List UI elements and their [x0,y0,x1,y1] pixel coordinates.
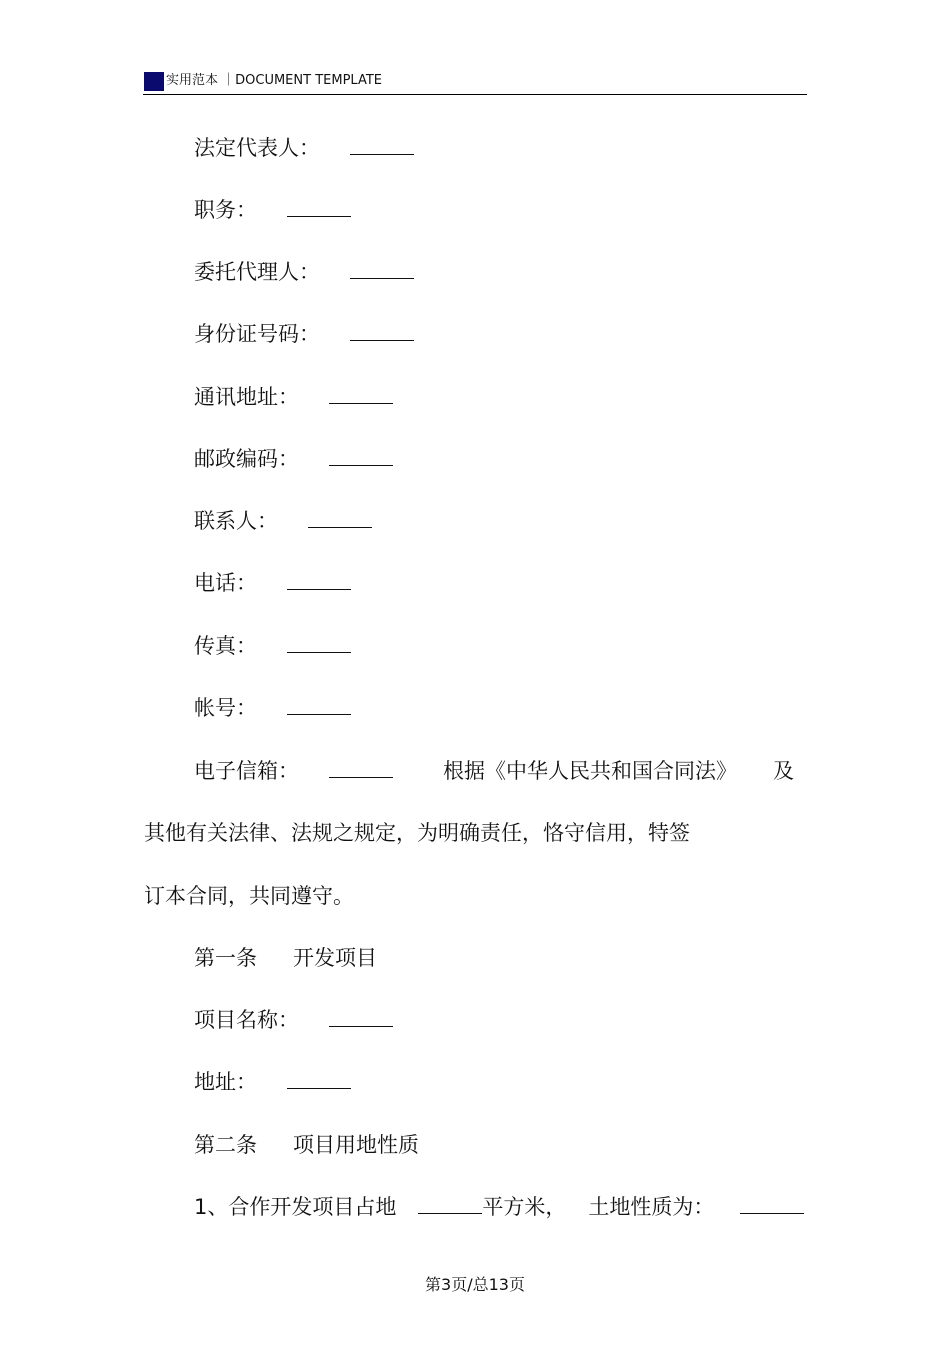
logo-square-icon [144,72,164,91]
paragraph-text: 根据《中华人民共和国合同法》 [443,759,737,783]
blank-line [287,694,351,715]
field-address [194,383,393,411]
article-number: 第二条 [194,1133,257,1157]
blank-line [329,757,393,778]
field-label: 传真： [194,634,257,658]
blank-line [287,632,351,653]
blank-line [308,507,372,528]
blank-line [329,445,393,466]
blank-line [350,258,414,279]
blank-line [287,1068,351,1089]
blank-line [740,1193,804,1214]
article-heading [194,944,377,972]
blank-line [287,569,351,590]
header-title: 实用范本 ｜DOCUMENT TEMPLATE [166,73,382,88]
blank-line [287,196,351,217]
field-agent [194,258,414,286]
field-label: 联系人： [194,509,278,533]
clause-text: 1、合作开发项目占地 [194,1195,397,1219]
paragraph-line: 订本合同，共同遵守。 [144,884,354,908]
blank-line [350,134,414,155]
field-legal-rep [194,134,414,162]
field-label: 项目名称： [194,1008,299,1032]
clause-text: 平方米， [482,1195,567,1219]
article-number: 第一条 [194,946,257,970]
field-label: 邮政编码： [194,447,299,471]
clause-text: 土地性质为： [588,1195,715,1219]
field-label: 职务： [194,198,257,222]
field-label: 电子信箱： [194,759,299,783]
article-title: 开发项目 [293,946,377,970]
article-title: 项目用地性质 [293,1133,419,1157]
blank-line [329,1006,393,1027]
field-postcode [194,445,393,473]
field-label: 帐号： [194,696,257,720]
blank-line [329,383,393,404]
paragraph-line: 其他有关法律、法规之规定，为明确责任，恪守信用，特签 [144,821,690,845]
field-label: 电话： [194,571,257,595]
field-email [194,757,794,785]
field-label: 地址： [194,1070,257,1094]
clause-line [194,1193,804,1221]
paragraph-text: 及 [773,759,794,783]
field-label: 委托代理人： [194,260,320,284]
field-contact [194,507,372,535]
blank-line [418,1193,482,1214]
field-label: 通讯地址： [194,385,299,409]
field-id-number [194,320,414,348]
field-project-name [194,1006,393,1034]
field-site [194,1068,351,1096]
article-heading [194,1131,419,1159]
page-header [143,70,807,95]
page-footer: 第3页/总13页 [425,1275,525,1294]
field-account [194,694,351,722]
blank-line [350,320,414,341]
field-label: 法定代表人： [194,136,320,160]
field-fax [194,632,351,660]
field-label: 身份证号码： [194,322,320,346]
field-position [194,196,351,224]
field-phone [194,569,351,597]
